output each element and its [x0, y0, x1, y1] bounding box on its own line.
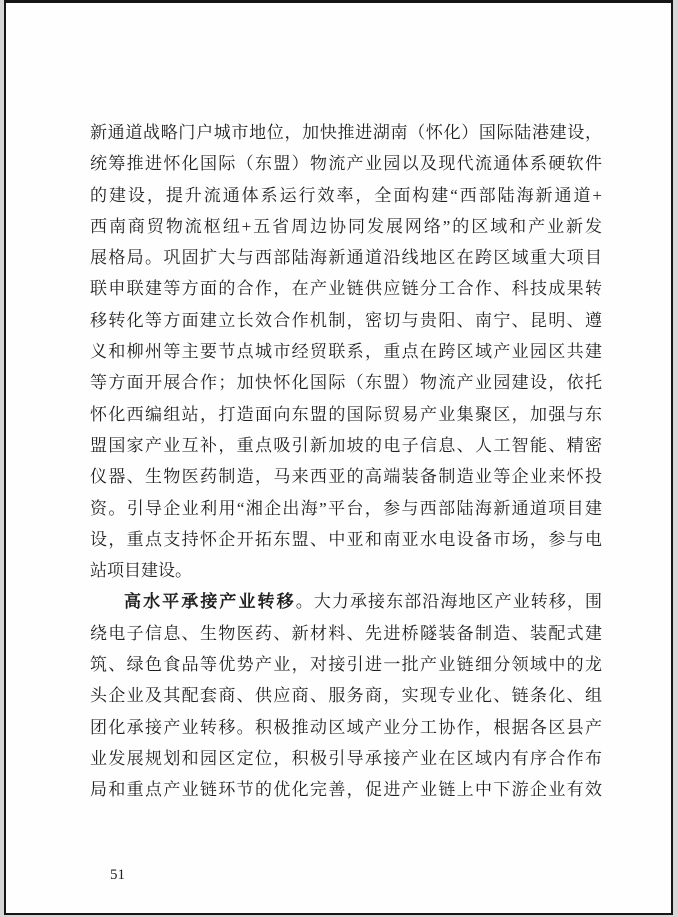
text-line: 站项目建设。	[90, 561, 192, 581]
scan-page	[4, 0, 673, 915]
text-line: 业发展规划和园区定位，积极引导承接产业在区域内有序合作布	[90, 748, 602, 768]
text-line: 的建设，提升流通体系运行效率，全面构建“西部陆海新通道+	[90, 185, 602, 205]
page-number: 51	[110, 867, 125, 883]
text-line: 绕电子信息、生物医药、新材料、先进桥隧装备制造、装配式建	[90, 623, 602, 643]
page-body-text	[90, 117, 602, 806]
text-line: 统筹推进怀化国际（东盟）物流产业园以及现代流通体系硬软件	[90, 154, 602, 174]
paragraph-lead-bold: 高水平承接产业转移	[124, 592, 296, 612]
text-line: 怀化西编组站，打造面向东盟的国际贸易产业集聚区，加强与东	[90, 404, 602, 424]
text-line: 展格局。巩固扩大与西部陆海新通道沿线地区在跨区域重大项目	[90, 248, 602, 268]
text-line: 联申联建等方面的合作，在产业链供应链分工合作、科技成果转	[90, 279, 602, 299]
text-line: 移转化等方面建立长效合作机制，密切与贵阳、南宁、昆明、遵	[90, 310, 602, 330]
text-line: 设，重点支持怀企开拓东盟、中亚和南亚水电设备市场，参与电	[90, 529, 602, 549]
text-line: 义和柳州等主要节点城市经贸联系，重点在跨区域产业园区共建	[90, 342, 602, 362]
text-line: 仪器、生物医药制造，马来西亚的高端装备制造业等企业来怀投	[90, 467, 602, 487]
text-line: 等方面开展合作；加快怀化国际（东盟）物流产业园建设，依托	[90, 373, 602, 393]
text-line: 高水平承接产业转移。大力承接东部沿海地区产业转移，围	[124, 592, 603, 612]
text-line: 头企业及其配套商、供应商、服务商，实现专业化、链条化、组	[90, 686, 602, 706]
text-line: 局和重点产业链环节的优化完善，促进产业链上中下游企业有效	[90, 780, 602, 800]
text-line: 筑、绿色食品等优势产业，对接引进一批产业链细分领域中的龙	[90, 655, 602, 675]
text-line: 团化承接产业转移。积极推动区域产业分工协作，根据各区县产	[90, 717, 602, 737]
text-line: 盟国家产业互补，重点吸引新加坡的电子信息、人工智能、精密	[90, 435, 602, 455]
text-line: 新通道战略门户城市地位，加快推进湖南（怀化）国际陆港建设，	[90, 123, 602, 142]
text-line: 西南商贸物流枢纽+五省周边协同发展网络”的区域和产业新发	[90, 216, 602, 236]
text-line: 资。引导企业利用“湘企出海”平台，参与西部陆海新通道项目建	[90, 498, 602, 518]
